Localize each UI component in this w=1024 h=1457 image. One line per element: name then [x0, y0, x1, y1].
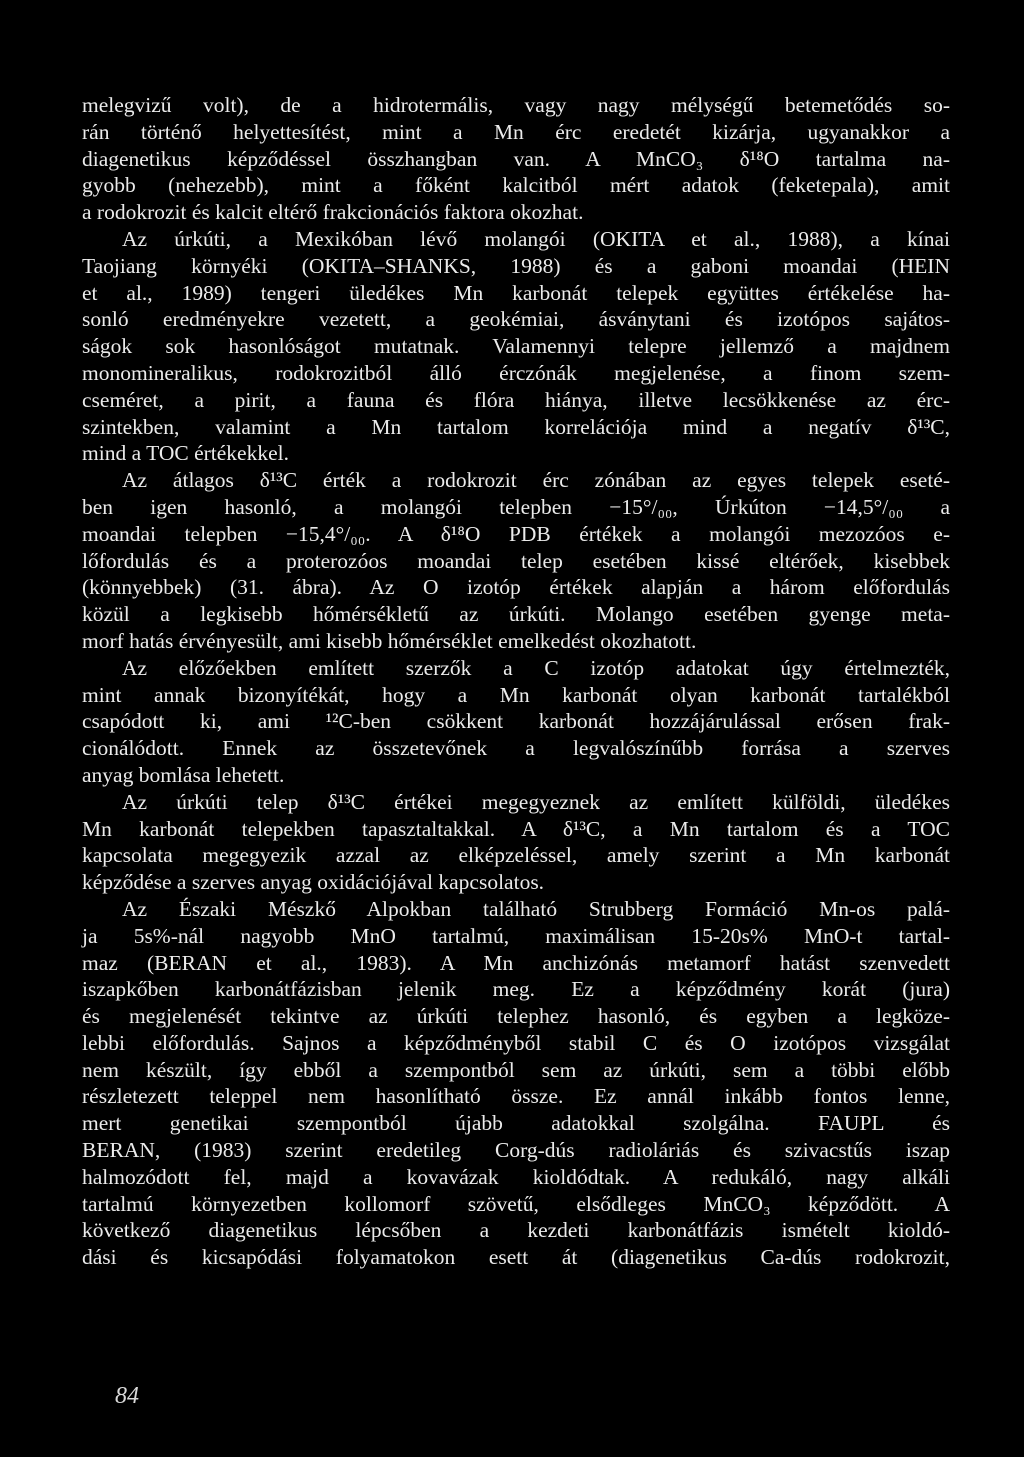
text-line: lebbi előfordulás. Sajnos a képződményből stabil C és O izotópos vizsgálat [82, 1030, 950, 1055]
text-line: lőfordulás és a proterozóos moandai telep esetében kissé eltérőek, kisebbek [82, 548, 950, 573]
paragraph-4 [82, 655, 950, 789]
text-line: et al., 1989) tengeri üledékes Mn karbonát telepek együttes értékelése ha- [82, 280, 950, 305]
page-number: 84 [115, 1383, 139, 1409]
text-line: szintekben, valamint a Mn tartalom korrelációja mind a negatív δ¹³C, [82, 414, 950, 439]
document-page [82, 92, 950, 1271]
text-line: sonló eredményekre vezetett, a geokémiai, ásványtani és izotópos sajátos- [82, 307, 950, 332]
text-line: Az úrkúti, a Mexikóban lévő molangói (OKITA et al., 1988), a kínai [122, 226, 950, 251]
text-line: közül a legkisebb hőmérsékletű az úrkúti. Molango esetében gyenge meta- [82, 602, 950, 627]
text-line: Mn karbonát telepekben tapasztaltakkal. A δ¹³C, a Mn tartalom és a TOC [82, 816, 950, 841]
text-line: maz (BERAN et al., 1983). A Mn anchizónás metamorf hatást szenvedett [82, 950, 950, 975]
text-line: halmozódott fel, majd a kovavázak kioldódtak. A redukáló, nagy alkáli [82, 1164, 950, 1189]
text-line: részletezett teleppel nem hasonlítható össze. Ez annál inkább fontos lenne, [82, 1084, 950, 1109]
text-line: következő diagenetikus lépcsőben a kezdeti karbonátfázis ismételt kioldó- [82, 1218, 950, 1243]
text-line: képződése a szerves anyag oxidációjával kapcsolatos. [82, 870, 545, 895]
text-line: cseméret, a pirit, a fauna és flóra hiánya, illetve lecsökkenése az érc- [82, 387, 950, 412]
text-line: BERAN, (1983) szerint eredetileg Corg-dús radioláriás és szivacstűs iszap [82, 1138, 950, 1163]
text-line: Az úrkúti telep δ¹³C értékei megegyeznek az említett külföldi, üledékes [122, 789, 950, 814]
text-line: diagenetikus képződéssel összhangban van. A MnCO₃ δ¹⁸O tartalma na- [82, 146, 950, 171]
text-line: (könnyebbek) (31. ábra). Az O izotóp értékek alapján a három előfordulás [82, 575, 950, 600]
text-line: mint annak bizonyítékát, hogy a Mn karbonát olyan karbonát tartalékból [82, 682, 950, 707]
text-line: moandai telepben −15,4°/₀₀. A δ¹⁸O PDB értékek a molangói mezozóos e- [82, 521, 950, 546]
text-line: gyobb (nehezebb), mint a főként kalcitból mért adatok (feketepala), amit [82, 173, 950, 198]
paragraph-1 [82, 92, 950, 226]
paragraph-2 [82, 226, 950, 467]
text-line: Az Északi Mészkő Alpokban található Strubberg Formáció Mn-os palá- [122, 896, 950, 921]
text-line: ben igen hasonló, a molangói telepben −15°/₀₀, Úrkúton −14,5°/₀₀ a [82, 494, 950, 519]
text-line: ja 5s%-nál nagyobb MnO tartalmú, maximálisan 15-20s% MnO-t tartal- [82, 923, 950, 948]
text-line: csapódott ki, ami ¹²C-ben csökkent karbonát hozzájárulással erősen frak- [82, 709, 950, 734]
paragraph-6 [82, 896, 950, 1271]
text-line: tartalmú környezetben kollomorf szövetű, elsődleges MnCO₃ képződött. A [82, 1191, 950, 1216]
paragraph-5 [82, 789, 950, 896]
text-line: dási és kicsapódási folyamatokon esett át (diagenetikus Ca-dús rodokrozit, [82, 1245, 950, 1270]
text-line: a rodokrozit és kalcit eltérő frakcionációs faktora okozhat. [82, 200, 584, 225]
text-line: morf hatás érvényesült, ami kisebb hőmérséklet emelkedést okozhatott. [82, 628, 697, 653]
text-line: Az átlagos δ¹³C érték a rodokrozit érc zónában az egyes telepek eseté- [122, 468, 950, 493]
text-line: melegvizű volt), de a hidrotermális, vagy nagy mélységű betemetődés so- [82, 93, 950, 117]
text-line: anyag bomlása lehetett. [82, 762, 285, 787]
text-line: Taojiang környéki (OKITA–SHANKS, 1988) és a gaboni moandai (HEIN [82, 253, 950, 278]
text-line: Az előzőekben említett szerzők a C izotóp adatokat úgy értelmezték, [122, 655, 950, 680]
paragraph-3 [82, 467, 950, 655]
text-line: ságok sok hasonlóságot mutatnak. Valamennyi telepre jellemző a majdnem [82, 334, 950, 359]
text-line: mert genetikai szempontból újabb adatokkal szolgálna. FAUPL és [82, 1111, 950, 1136]
text-line: kapcsolata megegyezik azzal az elképzeléssel, amely szerint a Mn karbonát [82, 843, 950, 868]
text-line: és megjelenését tekintve az úrkúti telephez hasonló, és egyben a legköze- [82, 1004, 950, 1029]
text-line: iszapkőben karbonátfázisban jelenik meg. Ez a képződmény korát (jura) [82, 977, 950, 1002]
text-line: nem készült, így ebből a szempontból sem az úrkúti, sem a többi előbb [82, 1057, 950, 1082]
text-line: monomineralikus, rodokrozitból álló érczónák megjelenése, a finom szem- [82, 360, 950, 385]
text-line: rán történő helyettesítést, mint a Mn érc eredetét kizárja, ugyanakkor a [82, 119, 950, 144]
text-line: cionálódott. Ennek az összetevőnek a legvalószínűbb forrása a szerves [82, 736, 950, 761]
text-line: mind a TOC értékekkel. [82, 441, 289, 466]
